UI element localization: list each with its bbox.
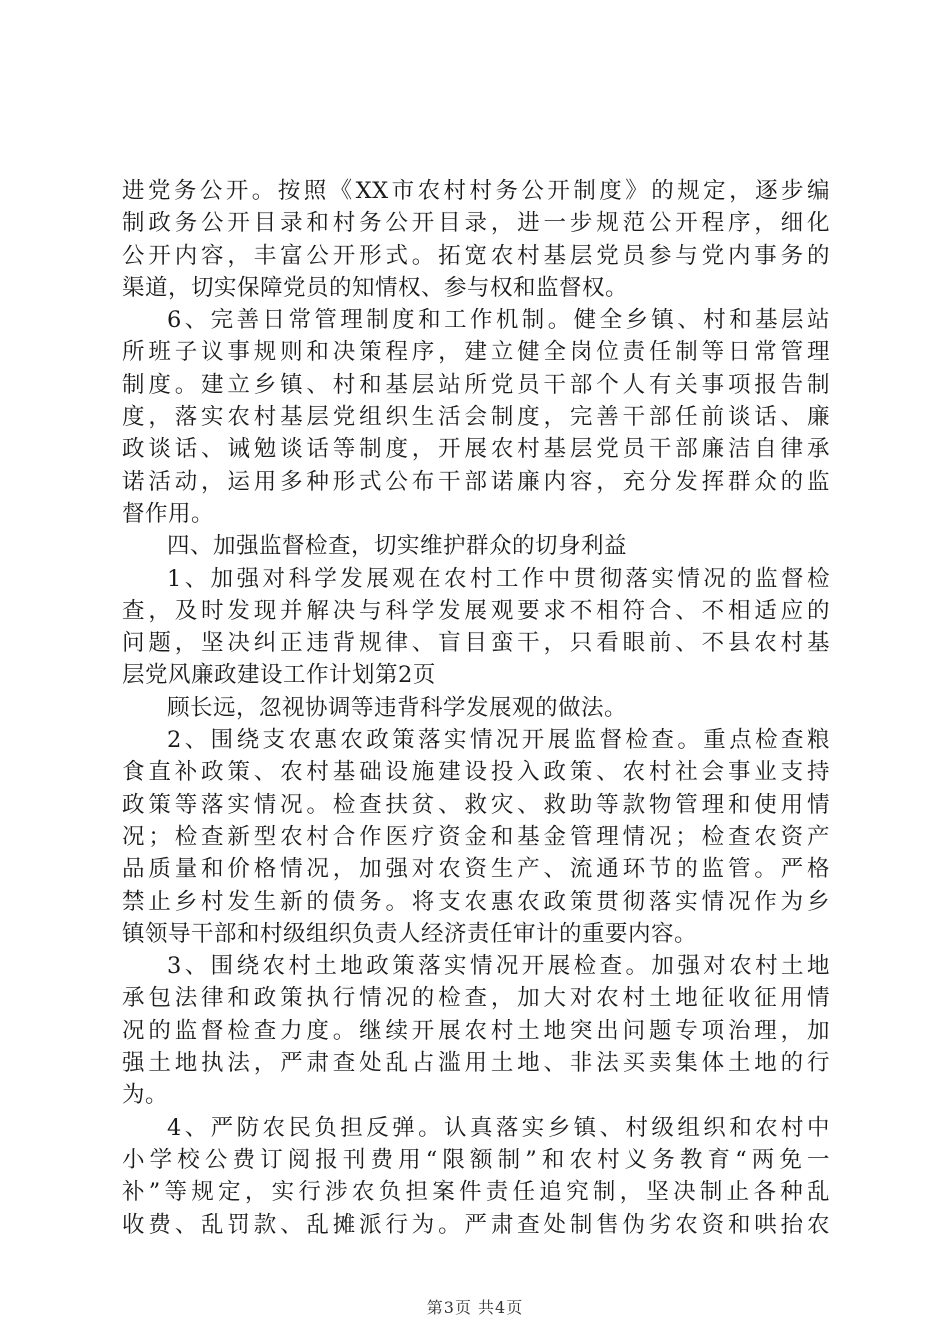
- text-line: 顾长远，忽视协调等违背科学发展观的做法。: [167, 694, 628, 721]
- text-line: 1、加强对科学发展观在农村工作中贯彻落实情况的监督检: [167, 565, 830, 592]
- text-line: 诺活动，运用多种形式公布干部诺廉内容，充分发挥群众的监: [122, 468, 830, 495]
- text-line: 制度。建立乡镇、村和基层站所党员干部个人有关事项报告制: [122, 371, 830, 398]
- text-line: 渠道，切实保障党员的知情权、参与权和监督权。: [122, 274, 629, 301]
- text-line: 制政务公开目录和村务公开目录，进一步规范公开程序，细化: [122, 210, 830, 237]
- page-number-footer: 第3页 共4页: [426, 1298, 524, 1317]
- text-line: 禁止乡村发生新的债务。将支农惠农政策贯彻落实情况作为乡: [122, 888, 830, 915]
- text-line: 强土地执法，严肃查处乱占滥用土地、非法买卖集体土地的行: [122, 1050, 830, 1077]
- text-line: 4、严防农民负担反弹。认真落实乡镇、村级组织和农村中: [167, 1114, 830, 1141]
- text-line: 3、围绕农村土地政策落实情况开展检查。加强对农村土地: [167, 953, 830, 980]
- text-line: 度，落实农村基层党组织生活会制度，完善干部任前谈话、廉: [122, 404, 830, 431]
- text-line: 品质量和价格情况，加强对农资生产、流通环节的监管。严格: [122, 856, 830, 883]
- text-line: 问题，坚决纠正违背规律、盲目蛮干，只看眼前、不县农村基: [122, 630, 830, 657]
- text-line: 小学校公费订阅报刊费用“限额制”和农村义务教育“两免一: [122, 1146, 830, 1173]
- document-body: [122, 175, 830, 1241]
- text-line: 镇领导干部和村级组织负责人经济责任审计的重要内容。: [122, 920, 698, 947]
- text-line: 政谈话、诫勉谈话等制度，开展农村基层党员干部廉洁自律承: [122, 436, 830, 463]
- section-heading: 四、加强监督检查，切实维护群众的切身利益: [167, 533, 628, 560]
- text-line: 公开内容，丰富公开形式。拓宽农村基层党员参与党内事务的: [122, 242, 830, 269]
- text-line: 查，及时发现并解决与科学发展观要求不相符合、不相适应的: [122, 597, 830, 624]
- text-line: 进党务公开。按照《XX市农村村务公开制度》的规定，逐步编: [122, 178, 830, 204]
- text-line: 食直补政策、农村基础设施建设投入政策、农村社会事业支持: [122, 759, 830, 786]
- text-line: 政策等落实情况。检查扶贫、救灾、救助等款物管理和使用情: [122, 791, 830, 818]
- text-line: 为。: [122, 1082, 169, 1109]
- text-line: 督作用。: [122, 500, 215, 527]
- text-line: 收费、乱罚款、乱摊派行为。严肃查处制售伪劣农资和哄抬农: [122, 1211, 830, 1238]
- text-line: 2、围绕支农惠农政策落实情况开展监督检查。重点检查粮: [167, 727, 830, 754]
- text-line: 层党风廉政建设工作计划第2页: [122, 662, 436, 689]
- text-line: 况的监督检查力度。继续开展农村土地突出问题专项治理，加: [122, 1017, 830, 1044]
- text-line: 承包法律和政策执行情况的检查，加大对农村土地征收征用情: [122, 985, 830, 1012]
- text-line: 况；检查新型农村合作医疗资金和基金管理情况；检查农资产: [122, 823, 830, 850]
- text-line: 补”等规定，实行涉农负担案件责任追究制，坚决制止各种乱: [122, 1179, 830, 1206]
- text-line: 6、完善日常管理制度和工作机制。健全乡镇、村和基层站: [167, 307, 830, 334]
- text-line: 所班子议事规则和决策程序，建立健全岗位责任制等日常管理: [122, 339, 830, 366]
